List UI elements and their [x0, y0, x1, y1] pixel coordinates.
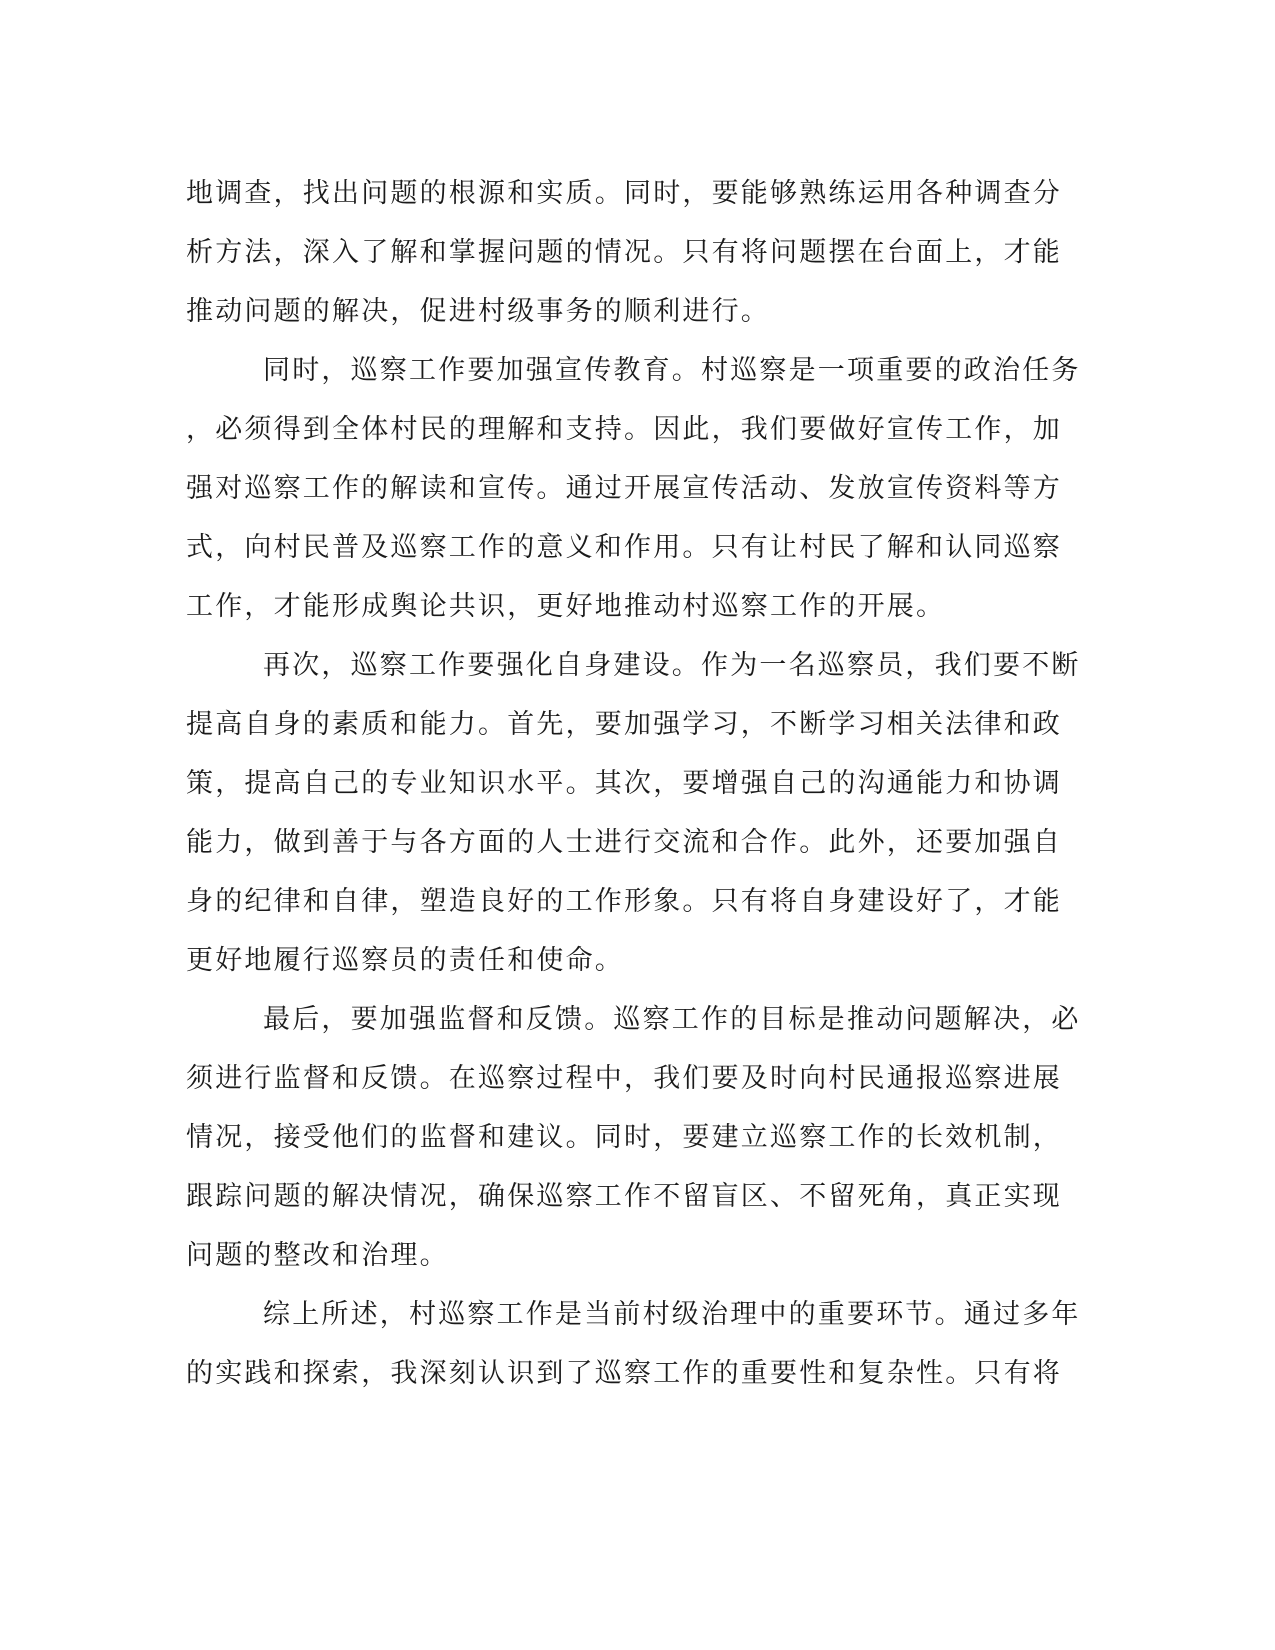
- text-line: ，必须得到全体村民的理解和支持。因此，我们要做好宣传工作，加: [186, 414, 1062, 445]
- paragraph-first-line: 同时，巡察工作要加强宣传教育。村巡察是一项重要的政治任务: [263, 355, 1081, 386]
- text-line: 提高自身的素质和能力。首先，要加强学习，不断学习相关法律和政: [186, 709, 1062, 740]
- text-line: 工作，才能形成舆论共识，更好地推动村巡察工作的开展。: [186, 591, 946, 622]
- paragraph-first-line: 再次，巡察工作要强化自身建设。作为一名巡察员，我们要不断: [263, 650, 1081, 681]
- body-text: [186, 164, 1086, 1403]
- text-line: 策，提高自己的专业知识水平。其次，要增强自己的沟通能力和协调: [186, 768, 1062, 799]
- text-line: 情况，接受他们的监督和建议。同时，要建立巡察工作的长效机制，: [186, 1122, 1062, 1153]
- text-line: 推动问题的解决，促进村级事务的顺利进行。: [186, 296, 770, 327]
- text-line: 析方法，深入了解和掌握问题的情况。只有将问题摆在台面上，才能: [186, 237, 1062, 268]
- text-line: 更好地履行巡察员的责任和使命。: [186, 945, 624, 976]
- text-line: 的实践和探索，我深刻认识到了巡察工作的重要性和复杂性。只有将: [186, 1358, 1062, 1389]
- text-line: 问题的整改和治理。: [186, 1240, 449, 1271]
- text-line: 地调查，找出问题的根源和实质。同时，要能够熟练运用各种调查分: [186, 178, 1062, 209]
- text-line: 式，向村民普及巡察工作的意义和作用。只有让村民了解和认同巡察: [186, 532, 1062, 563]
- paragraph-first-line: 综上所述，村巡察工作是当前村级治理中的重要环节。通过多年: [263, 1299, 1081, 1330]
- text-line: 须进行监督和反馈。在巡察过程中，我们要及时向村民通报巡察进展: [186, 1063, 1062, 1094]
- text-line: 强对巡察工作的解读和宣传。通过开展宣传活动、发放宣传资料等方: [186, 473, 1062, 504]
- text-line: 能力，做到善于与各方面的人士进行交流和合作。此外，还要加强自: [186, 827, 1062, 858]
- text-line: 身的纪律和自律，塑造良好的工作形象。只有将自身建设好了，才能: [186, 886, 1062, 917]
- text-line: 跟踪问题的解决情况，确保巡察工作不留盲区、不留死角，真正实现: [186, 1181, 1062, 1212]
- paragraph-first-line: 最后，要加强监督和反馈。巡察工作的目标是推动问题解决，必: [263, 1004, 1081, 1035]
